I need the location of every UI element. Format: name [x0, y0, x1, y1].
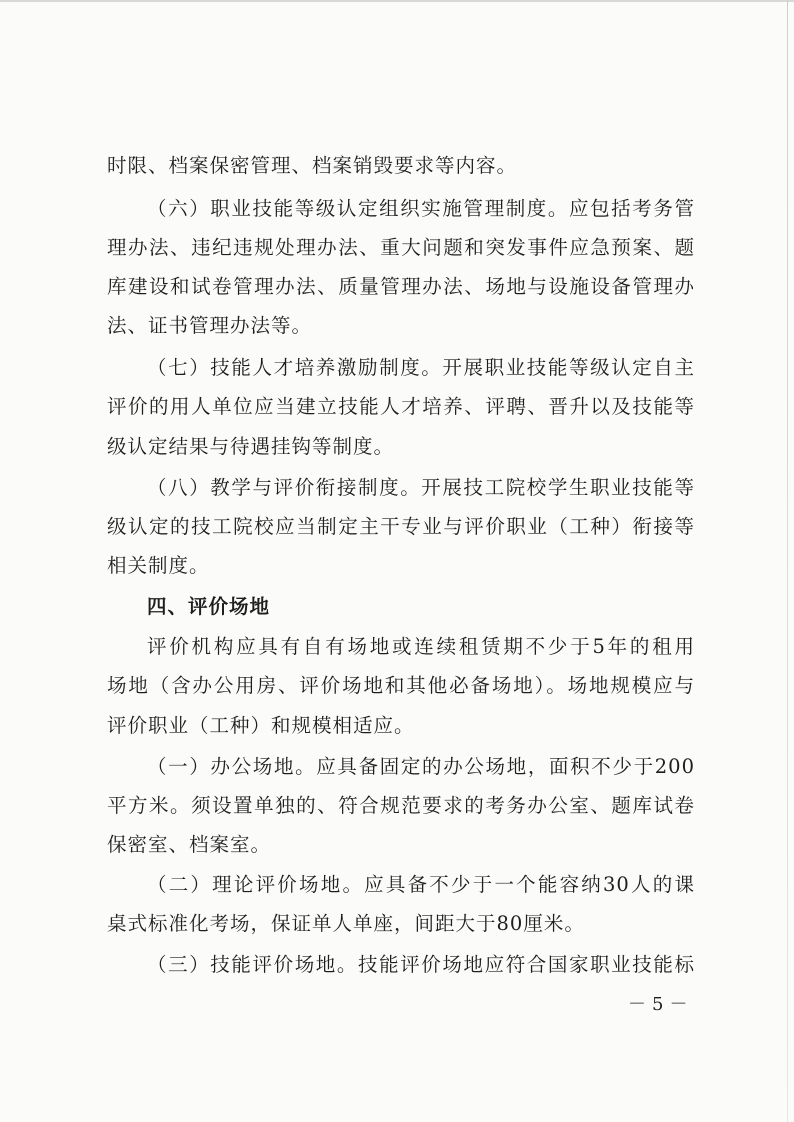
text-line: 平方米。须设置单独的、符合规范要求的考务办公室、题库试卷: [107, 794, 695, 817]
text-line: 保密室、档案室。: [107, 833, 272, 856]
text-line: （八）教学与评价衔接制度。开展技工院校学生职业技能等: [147, 476, 695, 499]
text-line: 评价职业（工种）和规模相适应。: [107, 714, 415, 737]
text-line: 库建设和试卷管理办法、质量管理办法、场地与设施设备管理办: [107, 275, 695, 298]
scan-top-edge: [0, 0, 794, 2]
text-line: （二）理论评价场地。应具备不少于一个能容纳30人的课: [147, 873, 695, 896]
text-line: 时限、档案保密管理、档案销毁要求等内容。: [107, 154, 518, 177]
text-line: 相关制度。: [107, 554, 210, 577]
text-line: 评价的用人单位应当建立技能人才培养、评聘、晋升以及技能等: [107, 395, 695, 418]
text-line: 法、证书管理办法等。: [107, 314, 313, 337]
text-line: 级认定的技工院校应当制定主干专业与评价职业（工种）衔接等: [107, 515, 695, 538]
text-line: 级认定结果与待遇挂钩等制度。: [107, 435, 395, 458]
text-line: 评价机构应具有自有场地或连续租赁期不少于5年的租用: [147, 635, 695, 658]
text-line: （三）技能评价场地。技能评价场地应符合国家职业技能标: [147, 953, 695, 976]
section-heading: 四、评价场地: [147, 595, 271, 618]
text-line: （一）办公场地。应具备固定的办公场地，面积不少于200: [147, 755, 695, 778]
page-number: －5－: [628, 994, 694, 1015]
text-line: 桌式标准化考场，保证单人单座，间距大于80厘米。: [107, 912, 585, 935]
text-line: 场地（含办公用房、评价场地和其他必备场地）。场地规模应与: [107, 674, 695, 697]
text-line: （六）职业技能等级认定组织实施管理制度。应包括考务管: [147, 197, 695, 220]
text-line: 理办法、违纪违规处理办法、重大问题和突发事件应急预案、题: [107, 236, 695, 259]
text-line: （七）技能人才培养激励制度。开展职业技能等级认定自主: [147, 356, 695, 379]
scan-right-edge: [787, 0, 788, 1122]
